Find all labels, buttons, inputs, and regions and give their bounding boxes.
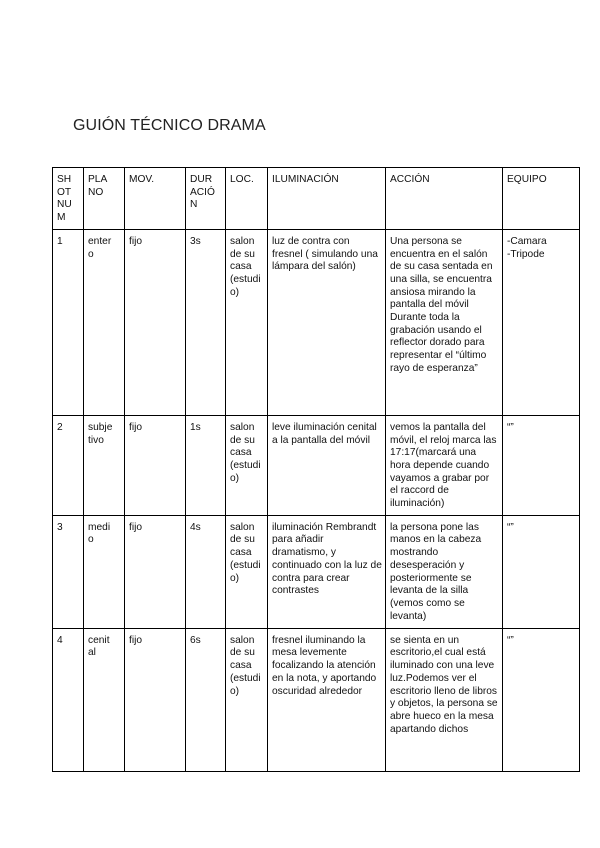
cell-mov: fijo: [125, 229, 186, 415]
cell-accion: vemos la pantalla del móvil, el reloj marca las 17:17(marcará una hora depende cuando vayamos a grabar por el raccord de iluminación): [386, 415, 503, 515]
cell-iluminacion: fresnel iluminando la mesa levemente focalizando la atención en la nota, y aportando oscuridad alrededor: [268, 628, 386, 771]
page-title: GUIÓN TÉCNICO DRAMA: [73, 117, 266, 134]
cell-iluminacion: leve iluminación cenital a la pantalla del móvil: [268, 415, 386, 515]
cell-accion: la persona pone las manos en la cabeza mostrando desesperación y posteriormente se levanta de la silla (vemos como se levanta): [386, 515, 503, 628]
cell-equipo: “”: [503, 628, 580, 771]
table-row: [53, 628, 580, 771]
cell-plano: cenit al: [84, 628, 125, 771]
table-header-row: [53, 168, 580, 230]
table-row: [53, 229, 580, 415]
cell-plano: subje tivo: [84, 415, 125, 515]
header-equipo: EQUIPO: [503, 168, 580, 230]
table-row: [53, 515, 580, 628]
cell-accion: Una persona se encuentra en el salón de su casa sentada en una silla, se encuentra ansiosa mirando la pantalla del móvil Durante toda la grabación usando el reflector dorado para representar el “último rayo de esperanza”: [386, 229, 503, 415]
header-plano: PLA NO: [84, 168, 125, 230]
cell-mov: fijo: [125, 628, 186, 771]
cell-loc: salon de su casa (estudi o): [226, 229, 268, 415]
cell-duracion: 6s: [186, 628, 226, 771]
cell-shot: 3: [53, 515, 84, 628]
cell-plano: enter o: [84, 229, 125, 415]
header-mov: MOV.: [125, 168, 186, 230]
header-loc: LOC.: [226, 168, 268, 230]
technical-script-table: [52, 167, 580, 772]
header-accion: ACCIÓN: [386, 168, 503, 230]
cell-mov: fijo: [125, 515, 186, 628]
cell-duracion: 3s: [186, 229, 226, 415]
cell-iluminacion: luz de contra con fresnel ( simulando una lámpara del salón): [268, 229, 386, 415]
cell-duracion: 1s: [186, 415, 226, 515]
cell-plano: medi o: [84, 515, 125, 628]
cell-loc: salon de su casa (estudi o): [226, 515, 268, 628]
cell-loc: salon de su casa (estudi o): [226, 628, 268, 771]
cell-equipo: -Camara -Tripode: [503, 229, 580, 415]
cell-duracion: 4s: [186, 515, 226, 628]
cell-equipo: “”: [503, 415, 580, 515]
header-iluminacion: ILUMINACIÓN: [268, 168, 386, 230]
cell-shot: 1: [53, 229, 84, 415]
table-row: [53, 415, 580, 515]
cell-iluminacion: iluminación Rembrandt para añadir dramatismo, y continuado con la luz de contra para crear contrastes: [268, 515, 386, 628]
cell-equipo: “”: [503, 515, 580, 628]
header-duracion: DUR ACIÓ N: [186, 168, 226, 230]
cell-shot: 2: [53, 415, 84, 515]
cell-shot: 4: [53, 628, 84, 771]
cell-loc: salon de su casa (estudi o): [226, 415, 268, 515]
header-shot-num: SH OT NU M: [53, 168, 84, 230]
cell-mov: fijo: [125, 415, 186, 515]
cell-accion: se sienta en un escritorio,el cual está iluminado con una leve luz.Podemos ver el escritorio lleno de libros y objetos, la persona se abre hueco en la mesa apartando dichos: [386, 628, 503, 771]
